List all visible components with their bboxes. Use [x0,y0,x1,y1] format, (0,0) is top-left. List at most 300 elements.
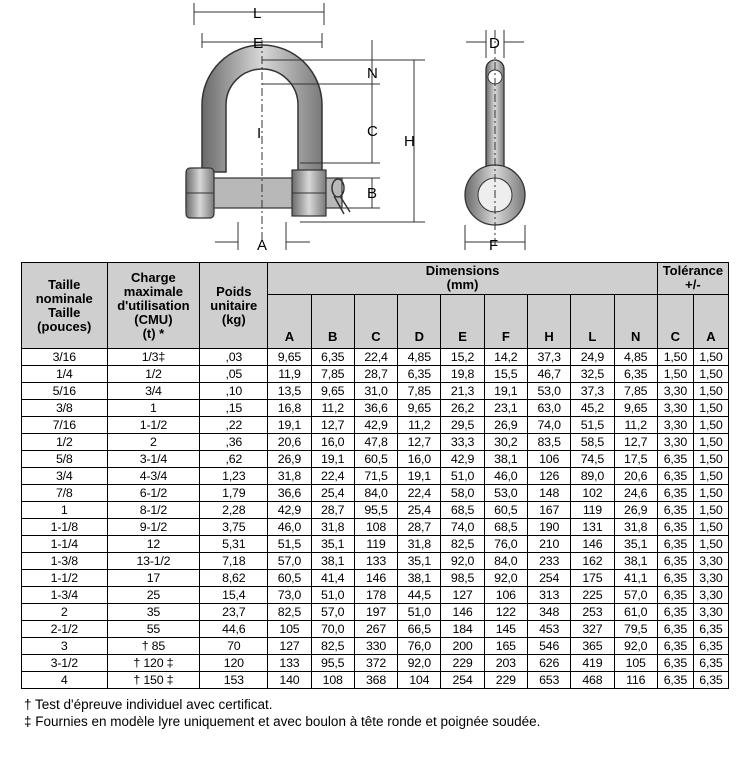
table-cell: 1 [22,502,108,519]
header-size: Taille nominale Taille (pouces) [22,263,108,349]
table-cell: 3,30 [693,604,728,621]
table-cell: 546 [527,638,570,655]
table-cell: ,22 [200,417,268,434]
table-cell: 45,2 [571,400,614,417]
table-row [22,655,729,672]
table-cell: † 150 ‡ [107,672,200,689]
table-cell: 1,50 [657,366,693,383]
table-cell: 44,5 [398,587,441,604]
table-cell: 6,35 [657,655,693,672]
table-cell: 6,35 [657,502,693,519]
table-cell: 148 [527,485,570,502]
table-cell: 127 [268,638,311,655]
table-cell: 12,7 [311,417,354,434]
table-cell: 37,3 [527,349,570,366]
table-cell: 82,5 [311,638,354,655]
table-cell: 35,1 [614,536,657,553]
table-cell: 8,62 [200,570,268,587]
table-row [22,383,729,400]
table-cell: 1,50 [693,349,728,366]
table-cell: 31,0 [354,383,397,400]
table-cell: 3,75 [200,519,268,536]
table-cell: ,62 [200,451,268,468]
table-cell: 15,5 [484,366,527,383]
table-cell: 9,65 [614,400,657,417]
table-row [22,366,729,383]
table-cell: 178 [354,587,397,604]
table-cell: 31,8 [311,519,354,536]
table-cell: 31,8 [268,468,311,485]
shackle-spec-table [21,262,729,689]
table-cell: 26,2 [441,400,484,417]
table-cell: 327 [571,621,614,638]
table-cell: 46,0 [484,468,527,485]
table-cell: 133 [354,553,397,570]
shackle-diagram [0,0,750,262]
table-cell: 6,35 [693,621,728,638]
table-cell: 26,9 [484,417,527,434]
table-cell: 92,0 [441,553,484,570]
table-cell: 7,85 [311,366,354,383]
table-cell: 84,0 [354,485,397,502]
header-dim-f: F [484,295,527,349]
label-b: B [367,185,378,202]
table-cell: 1,50 [693,502,728,519]
table-cell: 3,30 [657,400,693,417]
table-cell: 162 [571,553,614,570]
table-cell: 6,35 [657,638,693,655]
table-cell: 19,1 [268,417,311,434]
table-cell: 35,1 [311,536,354,553]
table-cell: 165 [484,638,527,655]
table-cell: 3 [22,638,108,655]
table-cell: 38,1 [398,570,441,587]
table-cell: 11,2 [614,417,657,434]
table-row [22,604,729,621]
table-cell: 51,0 [398,604,441,621]
table-row [22,672,729,689]
table-cell: 330 [354,638,397,655]
table-row [22,349,729,366]
table-cell: 365 [571,638,614,655]
table-cell: 41,4 [311,570,354,587]
table-cell: 74,5 [571,451,614,468]
table-cell: 26,9 [268,451,311,468]
table-cell: 16,0 [311,434,354,451]
table-cell: 12,7 [614,434,657,451]
table-cell: 3,30 [693,570,728,587]
table-cell: 126 [527,468,570,485]
table-cell: 6,35 [614,366,657,383]
table-cell: 6,35 [657,553,693,570]
table-cell: 9,65 [268,349,311,366]
table-cell: 1,50 [693,468,728,485]
table-cell: 6,35 [657,519,693,536]
label-f: F [489,237,499,254]
table-cell: 79,5 [614,621,657,638]
table-cell: 19,1 [398,468,441,485]
table-cell: 229 [484,672,527,689]
table-cell: 58,5 [571,434,614,451]
table-cell: 3-1/4 [107,451,200,468]
table-cell: 4,85 [398,349,441,366]
table-cell: 57,0 [311,604,354,621]
table-cell: 13-1/2 [107,553,200,570]
table-cell: 6,35 [398,366,441,383]
table-cell: 24,9 [571,349,614,366]
table-cell: 1,50 [693,536,728,553]
table-cell: 145 [484,621,527,638]
table-cell: 1/4 [22,366,108,383]
table-cell: 120 [200,655,268,672]
label-d: D [489,35,500,52]
table-cell: 35 [107,604,200,621]
table-cell: 57,0 [614,587,657,604]
table-cell: 95,5 [311,655,354,672]
table-cell: 9,65 [398,400,441,417]
table-cell: ,10 [200,383,268,400]
table-cell: 175 [571,570,614,587]
table-cell: 84,0 [484,553,527,570]
table-cell: 11,9 [268,366,311,383]
table-row [22,434,729,451]
table-cell: 55 [107,621,200,638]
table-cell: 25,4 [398,502,441,519]
table-cell: 53,0 [484,485,527,502]
table-row [22,485,729,502]
table-cell: 38,1 [484,451,527,468]
table-cell: 254 [441,672,484,689]
table-cell: 47,8 [354,434,397,451]
table-cell: 108 [354,519,397,536]
table-cell: 210 [527,536,570,553]
table-cell: 146 [354,570,397,587]
table-cell: 3,30 [693,553,728,570]
table-cell: 1-1/4 [22,536,108,553]
table-cell: 2,28 [200,502,268,519]
table-cell: 6,35 [693,638,728,655]
table-row [22,502,729,519]
table-cell: 73,0 [268,587,311,604]
table-cell: 1,50 [693,400,728,417]
table-cell: 89,0 [571,468,614,485]
table-cell: 197 [354,604,397,621]
table-cell: 4 [22,672,108,689]
table-cell: 6,35 [657,536,693,553]
table-cell: 1/2 [22,434,108,451]
table-cell: 267 [354,621,397,638]
table-cell: 15,2 [441,349,484,366]
table-cell: 653 [527,672,570,689]
table-cell: 26,9 [614,502,657,519]
table-cell: 92,0 [398,655,441,672]
table-cell: 46,7 [527,366,570,383]
header-weight: Poids unitaire (kg) [200,263,268,349]
table-cell: 46,0 [268,519,311,536]
table-cell: 13,5 [268,383,311,400]
table-cell: 74,0 [441,519,484,536]
table-cell: 51,5 [268,536,311,553]
table-cell: 92,0 [484,570,527,587]
table-cell: 68,5 [441,502,484,519]
table-cell: 22,4 [311,468,354,485]
table-row [22,417,729,434]
header-dim-h: H [527,295,570,349]
header-dim-e: E [441,295,484,349]
table-cell: 119 [571,502,614,519]
table-cell: 5/16 [22,383,108,400]
table-cell: 254 [527,570,570,587]
table-cell: 6,35 [693,655,728,672]
table-cell: 42,9 [441,451,484,468]
table-cell: 348 [527,604,570,621]
table-cell: 106 [484,587,527,604]
table-cell: 6,35 [657,468,693,485]
table-cell: 184 [441,621,484,638]
table-cell: 25,4 [311,485,354,502]
table-cell: 1,23 [200,468,268,485]
table-cell: 5,31 [200,536,268,553]
header-dim-l: L [571,295,614,349]
table-cell: 190 [527,519,570,536]
table-cell: 31,8 [614,519,657,536]
table-cell: 51,5 [571,417,614,434]
table-cell: 60,5 [484,502,527,519]
table-row [22,519,729,536]
label-c: C [367,123,378,140]
table-cell: 19,1 [311,451,354,468]
table-row [22,553,729,570]
table-cell: 57,0 [268,553,311,570]
header-tol-c: C [657,295,693,349]
table-cell: 3,30 [657,417,693,434]
note-double-dagger: ‡ Fournies en modèle lyre uniquement et avec boulon à tête ronde et poignée soudée. [24,714,541,729]
table-cell: 1-3/4 [22,587,108,604]
table-cell: 372 [354,655,397,672]
table-cell: 35,1 [398,553,441,570]
table-cell: 76,0 [484,536,527,553]
table-cell: 23,1 [484,400,527,417]
table-cell: 140 [268,672,311,689]
table-cell: 116 [614,672,657,689]
table-cell: 95,5 [354,502,397,519]
header-dim-b: B [311,295,354,349]
header-dim-d: D [398,295,441,349]
table-cell: 8-1/2 [107,502,200,519]
table-cell: ,36 [200,434,268,451]
table-cell: 3,30 [693,587,728,604]
table-cell: 76,0 [398,638,441,655]
table-row [22,621,729,638]
table-cell: 146 [571,536,614,553]
table-cell: 11,2 [311,400,354,417]
table-cell: 233 [527,553,570,570]
table-cell: 82,5 [441,536,484,553]
table-cell: ,15 [200,400,268,417]
table-cell: 82,5 [268,604,311,621]
table-cell: 6-1/2 [107,485,200,502]
table-cell: 61,0 [614,604,657,621]
table-cell: 38,1 [311,553,354,570]
table-cell: 20,6 [614,468,657,485]
table-cell: 38,1 [614,553,657,570]
note-dagger: † Test d'épreuve individuel avec certificat. [24,697,273,712]
table-cell: 14,2 [484,349,527,366]
table-cell: 119 [354,536,397,553]
table-cell: 200 [441,638,484,655]
table-row [22,451,729,468]
table-cell: 33,3 [441,434,484,451]
table-cell: 42,9 [354,417,397,434]
table-row [22,638,729,655]
table-cell: 60,5 [354,451,397,468]
table-cell: 225 [571,587,614,604]
table-cell: 32,5 [571,366,614,383]
table-cell: 58,0 [441,485,484,502]
table-cell: 229 [441,655,484,672]
table-cell: 1,50 [693,485,728,502]
table-cell: 71,5 [354,468,397,485]
table-cell: 1-3/8 [22,553,108,570]
table-cell: 1,50 [693,383,728,400]
table-cell: 9-1/2 [107,519,200,536]
table-cell: 66,5 [398,621,441,638]
table-cell: 17,5 [614,451,657,468]
table-cell: 19,8 [441,366,484,383]
table-cell: 1,50 [657,349,693,366]
shackle-front-view [186,40,350,240]
table-cell: 16,8 [268,400,311,417]
table-cell: 2-1/2 [22,621,108,638]
table-cell: 3,30 [657,434,693,451]
table-cell: 5/8 [22,451,108,468]
table-cell: 106 [527,451,570,468]
table-cell: 19,1 [484,383,527,400]
table-cell: 167 [527,502,570,519]
table-cell: 36,6 [268,485,311,502]
table-cell: 2 [22,604,108,621]
table-cell: 468 [571,672,614,689]
table-cell: 3,30 [657,383,693,400]
table-cell: 146 [441,604,484,621]
table-cell: 122 [484,604,527,621]
table-cell: 203 [484,655,527,672]
table-cell: 108 [311,672,354,689]
table-cell: 1,50 [693,434,728,451]
table-cell: 9,65 [311,383,354,400]
table-cell: 83,5 [527,434,570,451]
table-cell: 1-1/8 [22,519,108,536]
table-cell: 1,50 [693,417,728,434]
table-cell: 1,79 [200,485,268,502]
table-row [22,468,729,485]
table-cell: 21,3 [441,383,484,400]
table-cell: 51,0 [441,468,484,485]
table-cell: 98,5 [441,570,484,587]
table-cell: 31,8 [398,536,441,553]
table-cell: 453 [527,621,570,638]
table-cell: 44,6 [200,621,268,638]
table-cell: 133 [268,655,311,672]
table-cell: 3/4 [22,468,108,485]
table-cell: 42,9 [268,502,311,519]
table-cell: 22,4 [354,349,397,366]
table-cell: 74,0 [527,417,570,434]
table-cell: 368 [354,672,397,689]
table-cell: 127 [441,587,484,604]
table-row [22,570,729,587]
table-cell: 11,2 [398,417,441,434]
table-cell: 626 [527,655,570,672]
table-cell: 6,35 [693,672,728,689]
table-cell: 53,0 [527,383,570,400]
table-row [22,400,729,417]
header-dim-c: C [354,295,397,349]
table-cell: 36,6 [354,400,397,417]
table-cell: 37,3 [571,383,614,400]
label-h: H [404,133,415,150]
table-cell: 28,7 [311,502,354,519]
header-dim-n: N [614,295,657,349]
table-cell: 28,7 [398,519,441,536]
table-cell: 105 [614,655,657,672]
table-cell: 24,6 [614,485,657,502]
table-cell: 6,35 [657,485,693,502]
table-cell: 1-1/2 [107,417,200,434]
table-cell: 1/3‡ [107,349,200,366]
shackle-side-view [465,30,525,245]
table-cell: 70 [200,638,268,655]
table-cell: 3-1/2 [22,655,108,672]
table-cell: 92,0 [614,638,657,655]
table-cell: 1,50 [693,519,728,536]
table-cell: 104 [398,672,441,689]
table-cell: 131 [571,519,614,536]
header-tol-a: A [693,295,728,349]
table-cell: 1,50 [693,451,728,468]
table-cell: 12,7 [398,434,441,451]
table-cell: 6,35 [657,570,693,587]
table-cell: 3/16 [22,349,108,366]
table-cell: 253 [571,604,614,621]
table-cell: 6,35 [657,672,693,689]
table-cell: 20,6 [268,434,311,451]
table-row [22,536,729,553]
table-cell: 2 [107,434,200,451]
header-dimensions: Dimensions (mm) [268,263,658,295]
table-cell: 16,0 [398,451,441,468]
table-cell: 4,85 [614,349,657,366]
table-cell: 63,0 [527,400,570,417]
table-cell: 68,5 [484,519,527,536]
table-cell: 17 [107,570,200,587]
table-cell: † 120 ‡ [107,655,200,672]
table-cell: 419 [571,655,614,672]
table-cell: ,03 [200,349,268,366]
table-cell: 6,35 [657,621,693,638]
table-cell: 23,7 [200,604,268,621]
table-cell: 6,35 [657,451,693,468]
table-cell: † 85 [107,638,200,655]
table-cell: 313 [527,587,570,604]
table-cell: 102 [571,485,614,502]
table-cell: 30,2 [484,434,527,451]
table-cell: ,05 [200,366,268,383]
table-cell: 7,18 [200,553,268,570]
table-cell: 7/16 [22,417,108,434]
header-dim-a: A [268,295,311,349]
header-tolerance: Tolérance +/- [657,263,728,295]
